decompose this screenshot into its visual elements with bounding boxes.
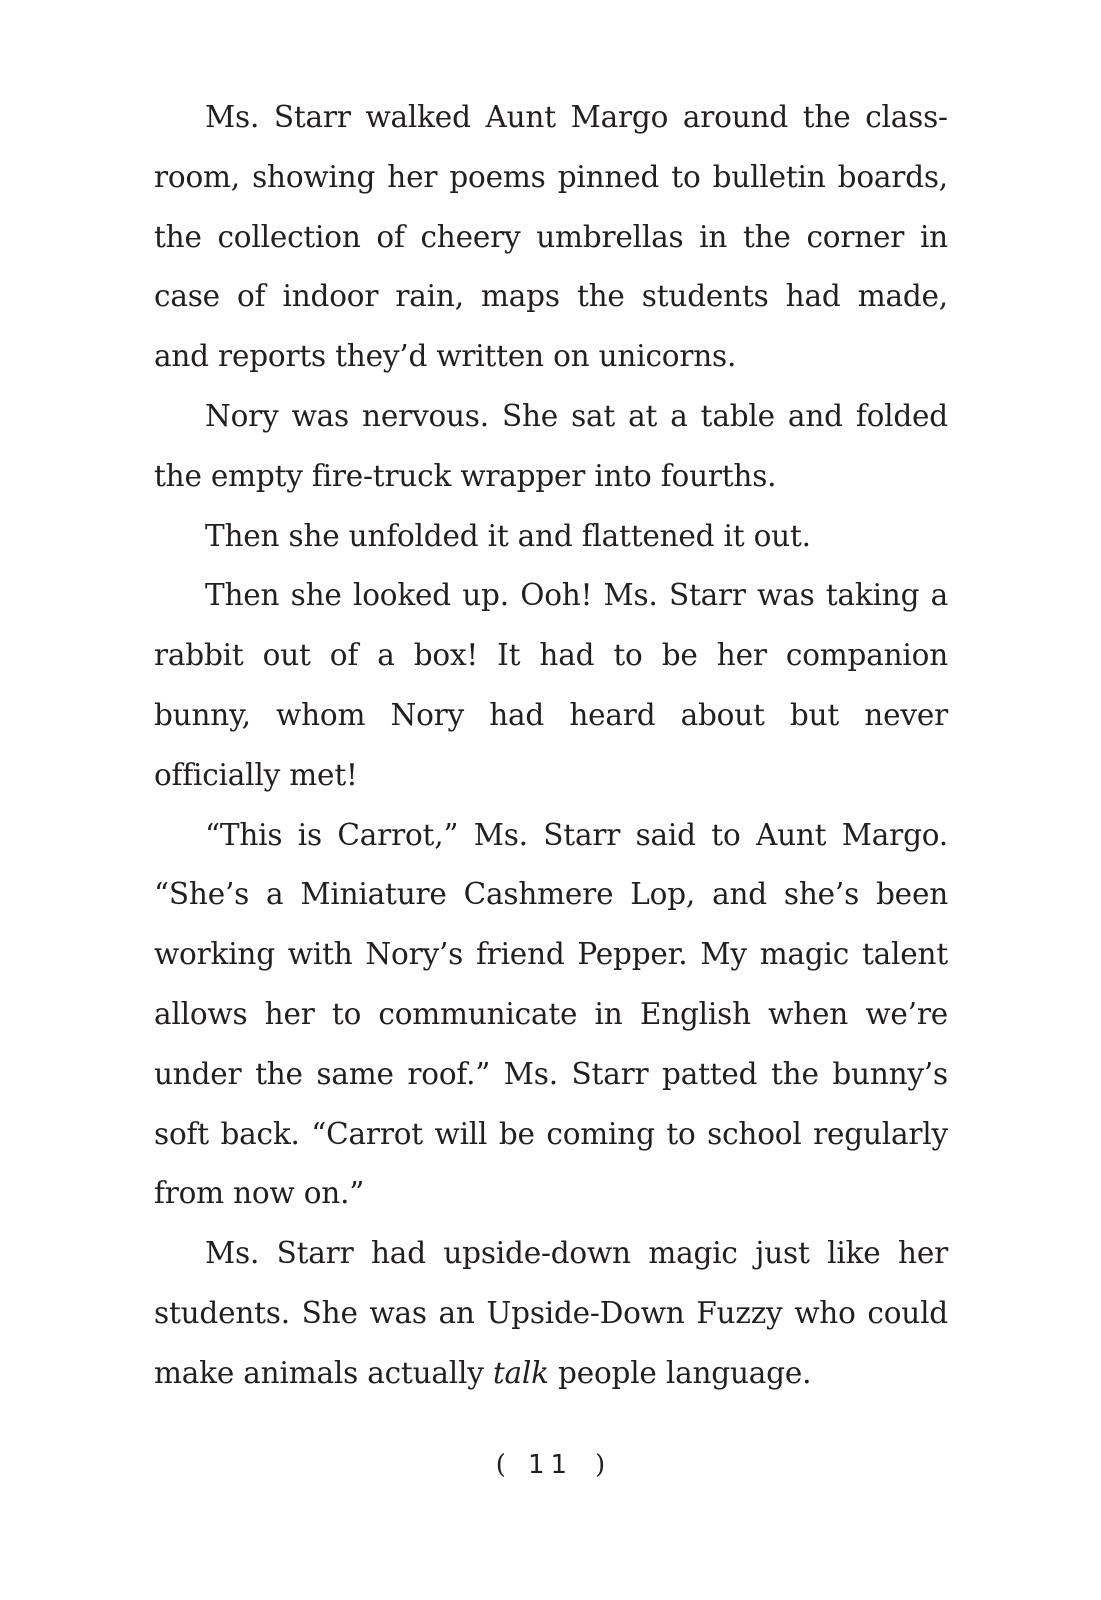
paragraph-text: Then she unfolded it and flattened it out. <box>205 518 811 553</box>
italic-emphasis: talk <box>492 1355 549 1390</box>
paragraph <box>154 1224 948 1403</box>
folio-open-paren: ( <box>495 1450 506 1480</box>
folio-number: 11 <box>527 1450 574 1480</box>
paragraph-text: Ms. Starr walked Aunt Margo around the classroom, showing her poems pinned to bulletin boards, the collection of cheery umbrellas in the corner in case of indoor rain, maps the students had made, and reports they’d written on unicorns. <box>154 100 948 374</box>
paragraph <box>154 387 948 507</box>
paragraph-text: Then she looked up. Ooh! Ms. Starr was taking a rabbit out of a box! It had to be her companion bunny, whom Nory had heard about but never officially met! <box>154 578 948 792</box>
paragraph-text: people language. <box>548 1355 812 1390</box>
paragraph <box>154 507 948 567</box>
paragraph <box>154 88 948 387</box>
body-text <box>154 88 948 1404</box>
folio-close-paren: ) <box>595 1450 606 1480</box>
paragraph-text: “This is Carrot,” Ms. Starr said to Aunt Margo. “She’s a Miniature Cashmere Lop, and she’s been working with Nory’s friend Pepper. My magic talent allows her to communicate in English when we’re under the same roof.” Ms. Starr patted the bunny’s soft back. “Carrot will be coming to school regularly from now on.” <box>154 817 948 1211</box>
paragraph-text: Nory was nervous. She sat at a table and folded the empty fire-truck wrapper into fourths. <box>154 398 948 493</box>
paragraph <box>154 566 948 805</box>
paragraph-text: Ms. Starr had upside-down magic just like her students. She was an Upside-Down Fuzzy who could make animals actually <box>154 1236 948 1390</box>
page-number <box>0 1450 1101 1480</box>
paragraph <box>154 806 948 1225</box>
